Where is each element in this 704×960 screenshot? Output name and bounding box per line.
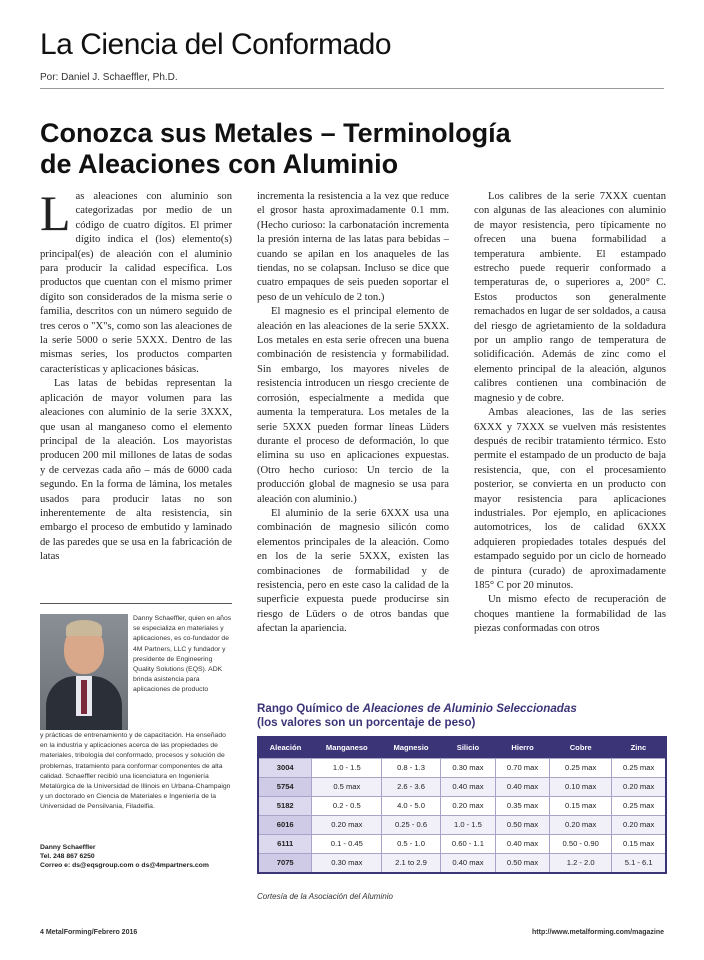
table-cell: 1.0 - 1.5 [312, 758, 382, 777]
table-cell: 2.6 - 3.6 [382, 777, 441, 796]
header-cell: Hierro [496, 738, 550, 758]
header-cell: Magnesio [382, 738, 441, 758]
paragraph: Las aleaciones con aluminio son categorizadas por medio de un código de cuatro dígitos. El primer dígito indica el (los) elemento(s) principal(es) de aleación con el aluminio para producir la calidad específica. Los productos que cuentan con el mismo primer dígito son considerados de la misma serie o familia, descritos con un número seguido de tres ceros o "X"s, como son las aleaciones de la serie 5000 o serie 5XXX. Dentro de las mismas series, los productos comparten características y aplicaciones básicas. [40, 190, 232, 375]
author-contact [40, 843, 232, 870]
header-cell: Silicio [440, 738, 495, 758]
contact-name: Danny Schaeffler [40, 844, 96, 851]
article-headline [40, 118, 660, 180]
table-cell: 0.15 max [550, 796, 612, 815]
article-column-1 [40, 190, 232, 592]
table-cell: 0.15 max [612, 834, 665, 853]
table-cell: 2.1 to 2.9 [382, 853, 441, 872]
table-cell: 1.0 - 1.5 [440, 815, 495, 834]
table-cell: 0.40 max [496, 777, 550, 796]
table-header-row [259, 738, 665, 758]
paragraph: Un mismo efecto de recuperación de choques mantiene la formabilidad de las piezas conformadas con otros [474, 594, 666, 635]
table-row [259, 853, 665, 872]
byline: Por: Daniel J. Schaeffler, Ph.D. [40, 72, 178, 83]
table-cell: 0.20 max [612, 815, 665, 834]
contact-phone: Tel. 248 867 6250 [40, 853, 95, 860]
header-divider [40, 88, 664, 89]
table-cell: 0.10 max [550, 777, 612, 796]
table-cell: 0.1 - 0.45 [312, 834, 382, 853]
table-cell: 5182 [259, 796, 312, 815]
contact-email: Correo e: ds@eqsgroup.com o ds@4mpartners.com [40, 862, 209, 869]
table-cell: 0.40 max [440, 777, 495, 796]
table-cell: 0.2 - 0.5 [312, 796, 382, 815]
table-title: Rango Químico de Aleaciones de Aluminio Seleccionadas (los valores son un porcentaje de peso) [257, 702, 577, 729]
paragraph: Los calibres de la serie 7XXX cuentan con algunas de las aleaciones con aluminio de mayor resistencia, pero típicamente no ofrecen una buena formabilidad a temperatura ambiente. El estampado estrecho puede requerir conformado a temperaturas de, o superiores a, 200° C. Estos productos son generalmente remachados en lugar de ser soldados, a causa del riesgo de agrietamiento de la soldadura por un amplio rango de temperatura de solidificación. Además de zinc como el elemento principal de la aleación, algunos calibres contienen una combinación de magnesio y de cobre. [474, 191, 666, 404]
paragraph: El magnesio es el principal elemento de aleación en las aleaciones de la serie 5XXX. Los metales en esta serie ofrecen una buena combinación de resistencia y formabilidad. Sin embargo, los mayores niveles de resistencia introducen un riesgo creciente de corrosión, especialmente a medida que aumenta la temperatura. Los metales de la serie 5XXX pueden formar líneas Lüders durante el proceso de deformación, lo que elimina su uso en aplicaciones expuestas. (Otro hecho curioso: Un tercio de la producción global de magnesio se usa para aleación con aluminio.) [257, 306, 449, 505]
article-column-3 [474, 190, 666, 676]
drop-cap: L [40, 190, 71, 241]
table-cell: 3004 [259, 758, 312, 777]
table-row [259, 815, 665, 834]
table-row [259, 758, 665, 777]
table-cell: 1.2 - 2.0 [550, 853, 612, 872]
table-cell: 0.25 max [550, 758, 612, 777]
table-cell: 0.70 max [496, 758, 550, 777]
page-footer [40, 929, 664, 936]
header-cell: Zinc [612, 738, 665, 758]
table-row [259, 796, 665, 815]
table-cell: 0.8 - 1.3 [382, 758, 441, 777]
bio-divider [40, 603, 232, 604]
table-cell: 5754 [259, 777, 312, 796]
table-source-note: Cortesía de la Asociación del Aluminio [257, 892, 393, 901]
table-row [259, 834, 665, 853]
table-cell: 0.5 max [312, 777, 382, 796]
table-cell: 0.30 max [440, 758, 495, 777]
table-cell: 4.0 - 5.0 [382, 796, 441, 815]
table-cell: 6111 [259, 834, 312, 853]
author-photo [40, 614, 128, 730]
table-cell: 0.30 max [312, 853, 382, 872]
table-cell: 0.20 max [312, 815, 382, 834]
table-cell: 0.20 max [440, 796, 495, 815]
table-cell: 6016 [259, 815, 312, 834]
table-cell: 7075 [259, 853, 312, 872]
table-cell: 0.25 max [612, 758, 665, 777]
header-cell: Manganeso [312, 738, 382, 758]
table-cell: 0.50 - 0.90 [550, 834, 612, 853]
header-cell: Cobre [550, 738, 612, 758]
paragraph: Ambas aleaciones, las de las series 6XXX y 7XXX se vuelven más resistentes después de recibir tratamiento térmico. Esto permite el estampado de un producto de baja resistencia, que, con el procesamiento posterior, se convierta en un producto con mayor resistencia para aplicaciones industriales. Por ejemplo, en aplicaciones automotrices, los de calidad 6XXX adquieren propiedades totales después del estampado seguido por un ciclo de horneado de pintura (curado) de aproximadamente 185° C por 20 minutos. [474, 407, 666, 591]
table-cell: 0.25 max [612, 796, 665, 815]
headline-line-1: Conozca sus Metales – Terminología [40, 118, 511, 148]
paragraph: incrementa la resistencia a la vez que reduce el grosor hasta aproximadamente 0.1 mm. (Hecho curioso: la carbonatación incrementa la presión interna de las latas para bebidas – cuando se apilan en los anaqueles de las tiendas, no se colapsan. Incluso se dice que cuatro empaques de seis pueden soportar el peso de un vehículo de 2 ton.) [257, 191, 449, 303]
table-cell: 0.5 - 1.0 [382, 834, 441, 853]
footer-folio: 4 MetalForming/Febrero 2016 [40, 929, 138, 936]
alloy-chemistry-table [257, 736, 667, 874]
table-cell: 0.25 - 0.6 [382, 815, 441, 834]
section-title: La Ciencia del Conformado [40, 28, 392, 61]
paragraph: Las latas de bebidas representan la aplicación de mayor volumen para las aleaciones con aluminio de la serie 3XXX, que usan al manganeso como el elemento principal de la aleación. Los mayoristas producen 200 mil millones de latas de sodas y de cervezas cada año – más de 6000 cada segundo. En la forma de lámina, los metales usados para producir latas no son inherentemente de alta resistencia, sin embargo el proceso de embutido y laminado de las paredes que se usa en la fabricación de latas [40, 378, 232, 563]
table-cell: 0.50 max [496, 815, 550, 834]
table-cell: 0.50 max [496, 853, 550, 872]
table-cell: 0.20 max [550, 815, 612, 834]
table-title-italic: Aleaciones de Aluminio Seleccionadas [362, 702, 577, 715]
table-cell: 0.20 max [612, 777, 665, 796]
article-column-2 [257, 190, 449, 666]
table-subtitle: (los valores son un porcentaje de peso) [257, 715, 476, 729]
footer-url[interactable]: http://www.metalforming.com/magazine [532, 929, 664, 936]
header-cell: Aleación [259, 738, 312, 758]
table-row [259, 777, 665, 796]
table-cell: 0.60 - 1.1 [440, 834, 495, 853]
table-cell: 0.40 max [440, 853, 495, 872]
headline-line-2: de Aleaciones con Aluminio [40, 149, 399, 179]
author-bio-intro: Danny Schaeffler, quien en años se especializa en materiales y aplicaciones, es co-fundador de 4M Partners, LLC y fundador y presidente de Engineering Quality Solutions (EQS). ADK brinda asistencia para aplicaciones de producto [133, 615, 232, 694]
paragraph: El aluminio de la serie 6XXX usa una combinación de magnesio silicón como elementos principales de la aleación. Como en los de la serie 5XXX, existen las combinaciones de formabilidad y de resistencia, pero en este caso la calidad de la superficie expuesta puede producirse sin riesgo de Lüders o de otros bandas que afectan la apariencia. [257, 507, 449, 635]
table-cell: 0.40 max [496, 834, 550, 853]
table-cell: 5.1 - 6.1 [612, 853, 665, 872]
table-cell: 0.35 max [496, 796, 550, 815]
author-bio-text: y prácticas de entrenamiento y de capacitación. Ha enseñado en la industria y aplicaciones acerca de las propiedades de materiales, tribología del conformado, procesos y solución de problemas, tratamiento para conformar componentes de alta calidad. Schaeffler recibió una licenciatura en Ingeniería Metalúrgica de la Universidad de Illinois en Urbana-Champaign y un doctorado en Ciencia de Materiales e Ingeniería de la Universidad de Pensilvania, Filadelfia. [40, 732, 231, 811]
